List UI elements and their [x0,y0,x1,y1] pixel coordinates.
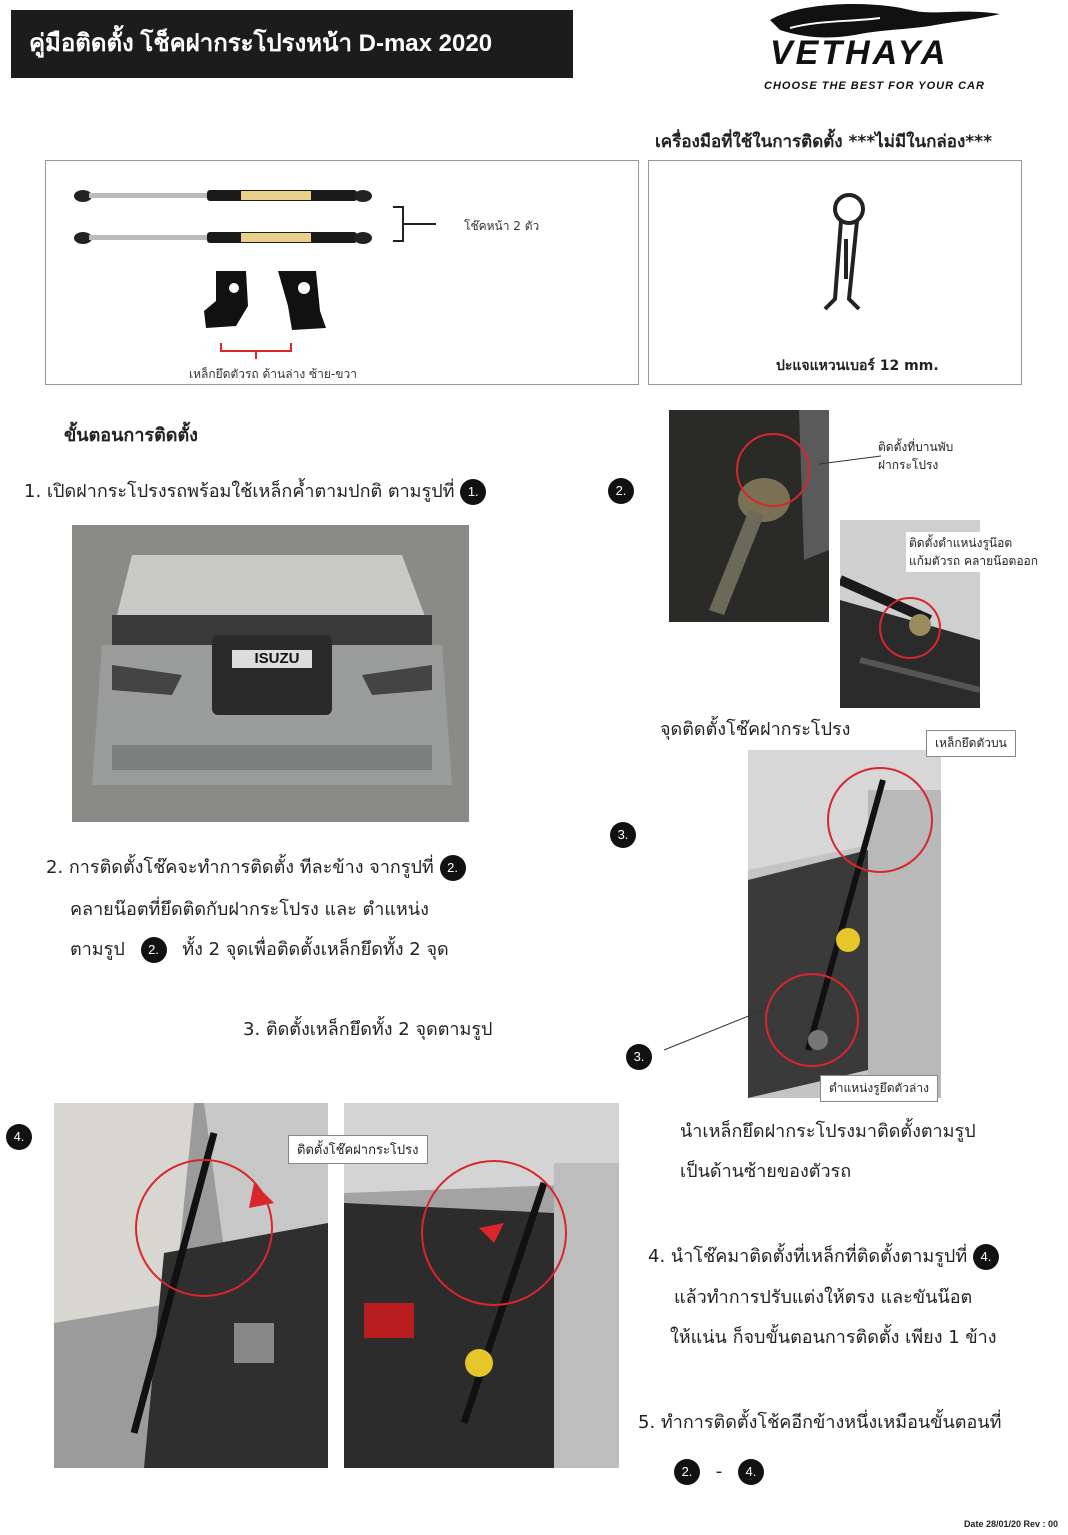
car-front-photo [72,525,469,822]
badge-3-pointer-line [660,1005,770,1055]
annotation-install-strut: ติดตั้งโช๊คฝากระโปรง [288,1135,428,1164]
brand-name: VETHAYA [770,34,949,72]
left-side-note: นำเหล็กยึดฝากระโปรงมาติดตั้งตามรูป เป็นด้านซ้ายของตัวรถ [680,1121,976,1182]
photo-hinge [669,410,829,622]
step-5: 5. ทำการติดตั้งโช้คอีกข้างหนึ่งเหมือนขั้นตอนที่ [638,1412,1002,1433]
badge-3-bottom: 3. [626,1044,652,1070]
annotation-upper-bracket: เหล็กยึดตัวบน [926,730,1016,757]
brackets-pointer-icon [216,341,316,361]
badge-2: 2. [608,478,634,504]
brand-tagline: CHOOSE THE BEST FOR YOUR CAR [764,80,985,92]
gas-struts-image [71,181,391,251]
badge-1: 1. [460,479,486,505]
badge-2-inline-b: 2. [141,937,167,963]
badge-2-inline: 2. [440,855,466,881]
step-2-line-2: คลายน๊อตที่ยึดติดกับฝากระโปรง และ ตำแหน่ง [70,899,429,920]
annotation-hinge: ติดตั้งที่บานพับ ฝากระโปรง [878,440,954,472]
mount-point-title: จุดติดตั้งโช๊คฝากระโปรง [660,719,851,740]
photo-mount-point [748,750,941,1098]
photo-strut-left [54,1103,328,1468]
wrench-icon [819,189,879,329]
struts-label: โช๊คหน้า 2 ตัว [464,219,540,233]
step-3: 3. ติดตั้งเหล็กยึดทั้ง 2 จุดตามรูป [243,1019,493,1040]
mounting-brackets-image [196,266,346,346]
tools-box [648,160,1022,385]
badge-3-top: 3. [610,822,636,848]
page-title: คู่มือติดตั้ง โช็คฝากระโปรงหน้า D-max 2020 [11,10,573,78]
mount-point-photo [748,750,941,1098]
section-title: ขั้นตอนการติดตั้ง [64,425,198,446]
step-4-line-3: ให้แน่น ก็จบขั้นตอนการติดตั้ง เพียง 1 ข้าง [670,1327,997,1348]
badge-4: 4. [6,1124,32,1150]
badge-4-range: 4. [738,1459,764,1485]
strut-left-photo [54,1103,328,1468]
step-1: 1. เปิดฝากระโปรงรถพร้อมใช้เหล็กค้ำตามปกติ ตามรูปที่ 1. [24,472,486,512]
footer-date: Date 28/01/20 Rev : 00 [963,1519,1058,1529]
hinge-photo [669,410,829,622]
badge-2-range: 2. [674,1459,700,1485]
step-2-line-3: ตามรูป 2. ทั้ง 2 จุดเพื่อติดตั้งเหล็กยึดทั้ง 2 จุด [70,930,449,970]
tools-title: เครื่องมือที่ใช้ในการติดตั้ง ***ไม่มีในกล่อง*** [655,132,992,152]
brackets-label: เหล็กยึดตัวรถ ด้านล่าง ซ้าย-ขวา [189,367,357,381]
bracket-line-icon [391,201,441,251]
annotation-bolt-hole: ติดตั้งตำแหน่งรูน๊อต แก้มตัวรถ คลายน๊อตออก [906,532,1041,572]
grille-brand: ISUZU [254,650,300,667]
badge-4-inline: 4. [973,1244,999,1270]
wrench-label: ปะแจแหวนเบอร์ 12 mm. [776,358,939,374]
photo-car-front [72,525,469,822]
parts-box [45,160,639,385]
step-2: 2. การติดตั้งโช๊คจะทำการติดตั้ง ทีละข้าง จากรูปที่ 2. [46,848,466,888]
step-4-line-2: แล้วทำการปรับแต่งให้ตรง และขันน๊อต [674,1287,973,1308]
step-4: 4. นำโช๊คมาติดตั้งที่เหล็กที่ติดตั้งตามรูปที่ 4. [648,1237,999,1277]
annotation-lower-bracket-hole: ตำแหน่งรูยึดตัวล่าง [820,1075,938,1102]
hinge-pointer-line [815,450,885,470]
step-5-range: 2. - 4. [674,1452,764,1492]
